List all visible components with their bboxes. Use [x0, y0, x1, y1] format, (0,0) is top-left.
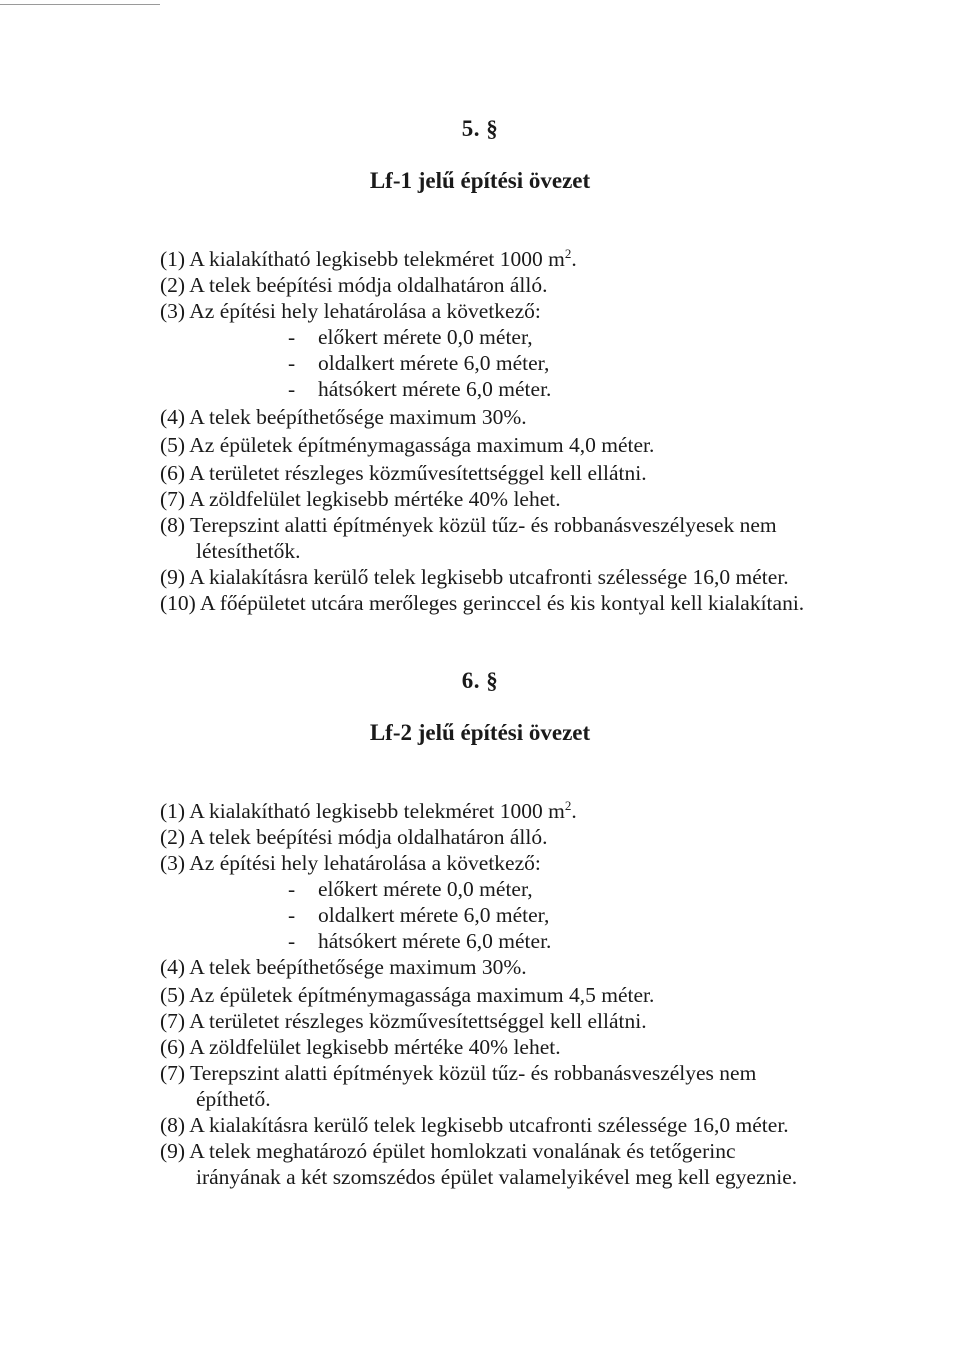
s6-item-10 — [160, 1138, 860, 1190]
s6-item-10-text: (9) A telek meghatározó épület homlokzati vonalának és tetőgerinc — [160, 1139, 736, 1163]
s6-item-4: (4) A telek beépíthetősége maximum 30%. — [160, 955, 527, 979]
dash-glyph: - — [288, 325, 296, 349]
s5-item-1-suffix: . — [571, 247, 577, 271]
s6-dash-item-2-text: oldalkert mérete 6,0 méter, — [318, 903, 550, 927]
s6-item-10-cont: irányának a két szomszédos épület valamelyikével meg kell egyeznie. — [196, 1165, 798, 1189]
s5-item-4: (4) A telek beépíthetősége maximum 30%. — [160, 405, 527, 429]
s5-item-8-text: (8) Terepszint alatti építmények közül tűz- és robbanásveszélyesek nem — [160, 513, 777, 537]
s6-item-8-cont: építhető. — [196, 1087, 271, 1111]
section-5-number: 5. § — [461, 116, 499, 141]
s5-dash-item-3-text: hátsókert mérete 6,0 méter. — [318, 377, 552, 401]
dash-glyph: - — [288, 377, 296, 401]
section-5-title: Lf-1 jelű építési övezet — [369, 168, 591, 193]
s5-dash-item-2-text: oldalkert mérete 6,0 méter, — [318, 351, 550, 375]
s5-item-10: (10) A főépületet utcára merőleges gerinccel és kis kontyal kell kialakítani. — [160, 591, 805, 615]
s6-item-1-text: (1) A kialakítható legkisebb telekméret 1000 m — [160, 799, 565, 823]
s5-dash-item-1-text: előkert mérete 0,0 méter, — [318, 325, 533, 349]
dash-glyph: - — [288, 351, 296, 375]
s5-item-1-text: (1) A kialakítható legkisebb telekméret 1000 m — [160, 247, 565, 271]
s5-item-8-cont: létesíthetők. — [196, 539, 301, 563]
s6-item-3: (3) Az építési hely lehatárolása a következő: — [160, 851, 541, 875]
s5-dash-item-1 — [288, 324, 533, 350]
s6-item-8 — [160, 1060, 860, 1112]
s6-item-7: (6) A zöldfelület legkisebb mértéke 40% lehet. — [160, 1035, 561, 1059]
s6-dash-item-3 — [288, 928, 551, 954]
dash-glyph: - — [288, 903, 296, 927]
s6-dash-item-1-text: előkert mérete 0,0 méter, — [318, 877, 533, 901]
s6-item-1-sup: 2 — [564, 797, 572, 813]
s6-item-2: (2) A telek beépítési módja oldalhatáron álló. — [160, 825, 548, 849]
section-6-number: 6. § — [461, 668, 499, 693]
s5-item-6: (6) A területet részleges közművesítettséggel kell ellátni. — [160, 461, 647, 485]
s6-dash-item-1 — [288, 876, 533, 902]
s5-dash-item-2 — [288, 350, 549, 376]
dash-glyph: - — [288, 877, 296, 901]
s5-item-2: (2) A telek beépítési módja oldalhatáron álló. — [160, 273, 548, 297]
s6-dash-item-3-text: hátsókert mérete 6,0 méter. — [318, 929, 552, 953]
s5-item-5: (5) Az épületek építménymagassága maximum 4,0 méter. — [160, 433, 655, 457]
s5-item-1-sup: 2 — [564, 245, 572, 261]
s5-item-8 — [160, 512, 860, 564]
s5-item-7: (7) A zöldfelület legkisebb mértéke 40% lehet. — [160, 487, 561, 511]
s6-dash-item-2 — [288, 902, 549, 928]
section-6-title: Lf-2 jelű építési övezet — [369, 720, 591, 745]
s5-item-1 — [160, 246, 860, 272]
s6-item-8-text: (7) Terepszint alatti építmények közül tűz- és robbanásveszélyes nem — [160, 1061, 757, 1085]
s6-item-9: (8) A kialakításra kerülő telek legkisebb utcafronti szélessége 16,0 méter. — [160, 1113, 789, 1137]
s6-item-5: (5) Az épületek építménymagassága maximum 4,5 méter. — [160, 983, 655, 1007]
s6-item-1 — [160, 798, 860, 824]
scan-edge-line — [0, 4, 160, 5]
s6-item-6: (7) A területet részleges közművesítettséggel kell ellátni. — [160, 1009, 647, 1033]
s6-item-1-suffix: . — [571, 799, 577, 823]
s5-item-9: (9) A kialakításra kerülő telek legkisebb utcafronti szélessége 16,0 méter. — [160, 565, 789, 589]
dash-glyph: - — [288, 929, 296, 953]
s5-item-3: (3) Az építési hely lehatárolása a következő: — [160, 299, 541, 323]
s5-dash-item-3 — [288, 376, 551, 402]
